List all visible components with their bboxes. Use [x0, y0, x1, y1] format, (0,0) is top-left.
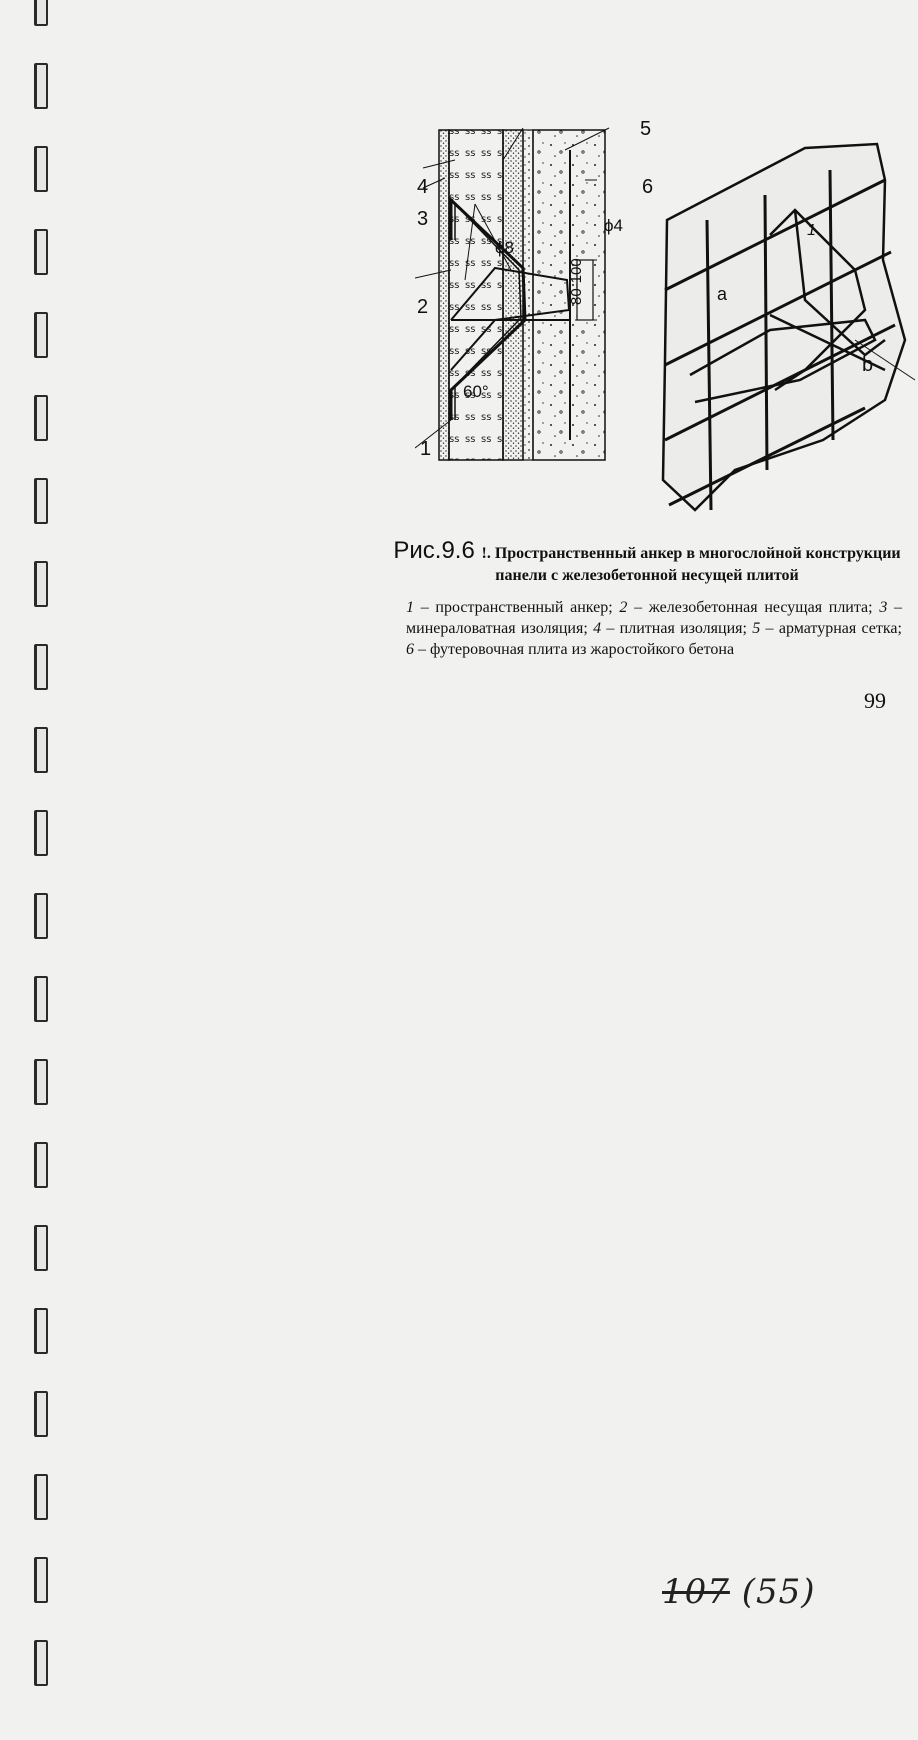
caption-title — [392, 537, 902, 587]
binding-holes — [0, 0, 60, 1740]
figure-label-6: 6 — [642, 176, 654, 198]
figure-caption — [392, 537, 903, 660]
legend-num-3: 3 — [879, 599, 888, 616]
figure-label-4: 4 — [417, 176, 429, 198]
binding-hole — [34, 1142, 48, 1188]
binding-hole — [34, 1474, 48, 1520]
figure-label-2: 2 — [417, 296, 429, 318]
binding-hole — [34, 63, 48, 109]
figure-label-1: 1 — [420, 438, 432, 460]
handwritten-struck-number: 107 — [662, 1572, 730, 1612]
legend-text-1: – пространственный анкер; — [414, 599, 620, 616]
binding-hole — [34, 1391, 48, 1437]
dimension-phi4: ϕ4 — [604, 216, 623, 235]
binding-hole — [34, 395, 48, 441]
legend-num-4: 4 — [593, 620, 602, 637]
page-number: 99 — [864, 688, 886, 713]
legend-num-1: 1 — [406, 599, 414, 616]
legend-num-5: 5 — [752, 620, 761, 637]
legend-text-2: – железобетонная несущая плита; — [627, 599, 880, 616]
perspective-label-a: a — [717, 284, 728, 304]
figure-label-3: 3 — [417, 208, 429, 230]
perspective-label-b: b — [862, 354, 874, 376]
perspective-label-1: 1 — [807, 222, 816, 239]
caption-legend — [392, 597, 902, 660]
figure-label-5: 5 — [640, 118, 652, 140]
legend-text-3: – минераловатная изоляция; — [406, 599, 903, 637]
legend-num-6: 6 — [406, 641, 414, 658]
handwritten-page-note: (55) — [741, 1572, 816, 1612]
legend-text-6: – футеровочная плита из жаростойкого бетона — [414, 641, 735, 658]
handwritten-note — [662, 1572, 816, 1612]
figure-number: Рис.9.6 — [393, 537, 482, 564]
binding-hole — [34, 146, 48, 192]
binding-hole — [34, 893, 48, 939]
legend-text-4: – плитная изоляция; — [601, 620, 753, 637]
dimension-angle: 60° — [463, 382, 489, 401]
binding-hole — [34, 976, 48, 1022]
dimension-range: 80-100 — [568, 258, 585, 305]
binding-hole — [34, 810, 48, 856]
legend-text-5: – арматурная сетка; — [760, 620, 902, 637]
binding-hole — [34, 1640, 48, 1686]
binding-hole — [34, 229, 48, 275]
binding-hole — [34, 644, 48, 690]
binding-hole — [34, 478, 48, 524]
binding-hole — [34, 1308, 48, 1354]
panel-cross-section-drawing — [415, 120, 655, 510]
legend-num-2: 2 — [619, 599, 628, 616]
binding-hole — [34, 1557, 48, 1603]
caption-marker: !. — [481, 545, 491, 562]
binding-hole — [34, 1225, 48, 1271]
binding-hole — [34, 561, 48, 607]
binding-hole — [34, 727, 48, 773]
binding-hole — [34, 312, 48, 358]
anchor-perspective-drawing — [655, 140, 917, 520]
caption-title-text: Пространственный анкер в многослойной конструкции панели с железобетонной несущей плитой — [490, 545, 901, 584]
binding-hole — [34, 1059, 48, 1105]
binding-hole — [34, 0, 48, 26]
dimension-phi8: ϕ8 — [495, 238, 514, 257]
